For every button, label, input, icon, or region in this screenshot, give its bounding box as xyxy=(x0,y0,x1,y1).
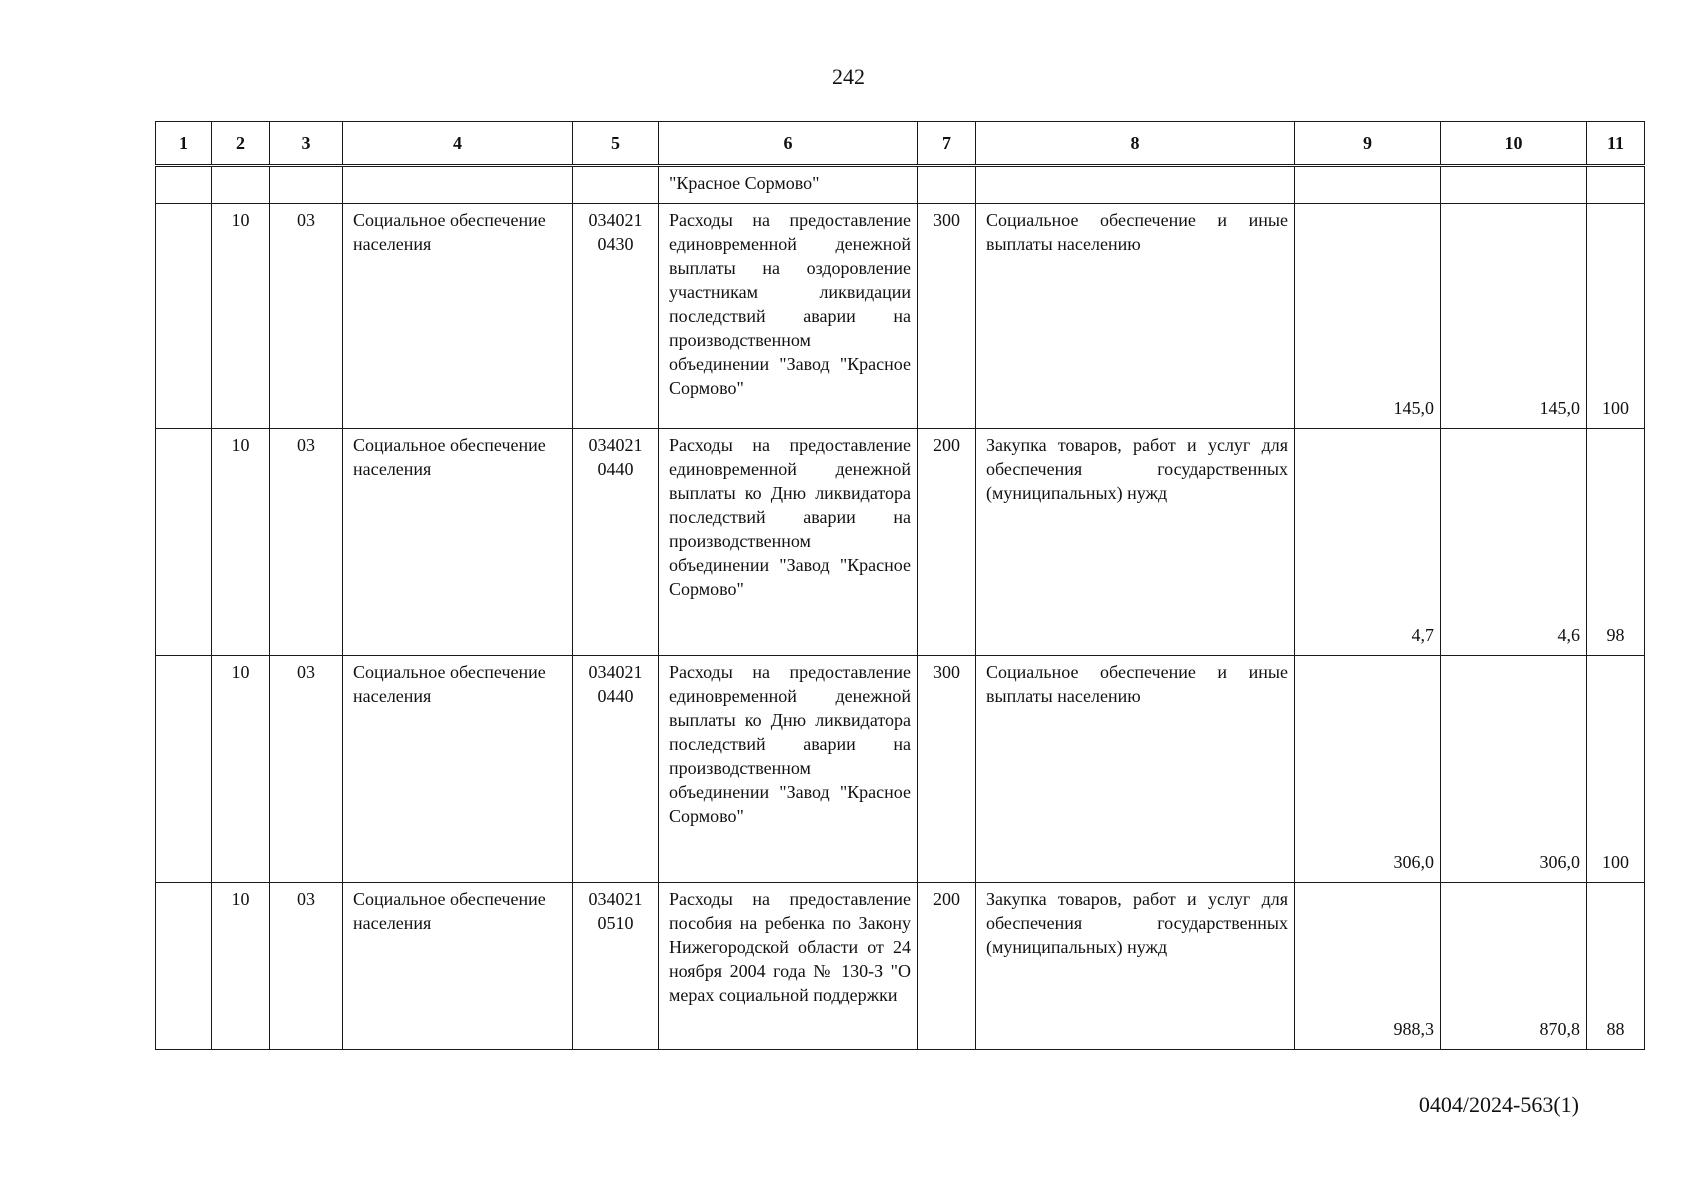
column-header-3: 3 xyxy=(270,122,343,166)
page-number: 242 xyxy=(832,64,865,89)
document-code: 0404/2024-563(1) xyxy=(1418,1092,1579,1117)
column-header-6: 6 xyxy=(659,122,918,166)
expense-description: Расходы на предоставление единовременной денежной выплаты ко Дню ликвидатора последствий аварии на производственном объединении "Завод "Красное Сормово" xyxy=(659,429,918,656)
column-header-10: 10 xyxy=(1441,122,1587,166)
column-header-1: 1 xyxy=(156,122,212,166)
table-row xyxy=(156,656,1645,883)
expense-type-name: Закупка товаров, работ и услуг для обеспечения государственных (муниципальных) нужд xyxy=(976,883,1295,1050)
column-header-5: 5 xyxy=(573,122,659,166)
target-article-code: 034021 0440 xyxy=(573,429,659,656)
header-row xyxy=(156,122,1645,166)
planned-amount: 4,7 xyxy=(1295,429,1441,656)
section-name: Социальное обеспечение населения xyxy=(343,429,573,656)
column-header-4: 4 xyxy=(343,122,573,166)
subsection-code: 03 xyxy=(270,656,343,883)
section-code: 10 xyxy=(212,204,270,429)
planned-amount: 145,0 xyxy=(1295,204,1441,429)
planned-amount: 306,0 xyxy=(1295,656,1441,883)
continuation-text: "Красное Сормово" xyxy=(659,166,918,204)
budget-table xyxy=(155,121,1645,1050)
expense-description: Расходы на предоставление пособия на ребенка по Закону Нижегородской области от 24 ноября 2004 года № 130-З "О мерах социальной поддержки xyxy=(659,883,918,1050)
expense-description: Расходы на предоставление единовременной денежной выплаты на оздоровление участникам ликвидации последствий аварии на производственном объединении "Завод "Красное Сормово" xyxy=(659,204,918,429)
column-header-8: 8 xyxy=(976,122,1295,166)
actual-amount: 145,0 xyxy=(1441,204,1587,429)
subsection-code: 03 xyxy=(270,429,343,656)
cell-col1 xyxy=(156,429,212,656)
expense-type-name: Социальное обеспечение и иные выплаты населению xyxy=(976,204,1295,429)
section-code: 10 xyxy=(212,429,270,656)
section-name: Социальное обеспечение населения xyxy=(343,656,573,883)
expense-type-name: Закупка товаров, работ и услуг для обеспечения государственных (муниципальных) нужд xyxy=(976,429,1295,656)
column-header-2: 2 xyxy=(212,122,270,166)
actual-amount: 870,8 xyxy=(1441,883,1587,1050)
target-article-code: 034021 0510 xyxy=(573,883,659,1050)
actual-amount: 4,6 xyxy=(1441,429,1587,656)
expense-type-code: 200 xyxy=(918,429,976,656)
expense-type-code: 200 xyxy=(918,883,976,1050)
column-header-9: 9 xyxy=(1295,122,1441,166)
cell-col1 xyxy=(156,656,212,883)
subsection-code: 03 xyxy=(270,204,343,429)
execution-percent: 100 xyxy=(1587,204,1645,429)
target-article-code: 034021 0430 xyxy=(573,204,659,429)
execution-percent: 98 xyxy=(1587,429,1645,656)
table-row xyxy=(156,429,1645,656)
actual-amount: 306,0 xyxy=(1441,656,1587,883)
expense-type-code: 300 xyxy=(918,656,976,883)
column-header-11: 11 xyxy=(1587,122,1645,166)
target-article-code: 034021 0440 xyxy=(573,656,659,883)
column-header-7: 7 xyxy=(918,122,976,166)
cell-col1 xyxy=(156,883,212,1050)
execution-percent: 100 xyxy=(1587,656,1645,883)
subsection-code: 03 xyxy=(270,883,343,1050)
table-header xyxy=(156,122,1645,166)
expense-type-name: Социальное обеспечение и иные выплаты населению xyxy=(976,656,1295,883)
section-code: 10 xyxy=(212,883,270,1050)
section-name: Социальное обеспечение населения xyxy=(343,204,573,429)
table-row xyxy=(156,204,1645,429)
expense-description: Расходы на предоставление единовременной денежной выплаты ко Дню ликвидатора последствий аварии на производственном объединении "Завод "Красное Сормово" xyxy=(659,656,918,883)
continuation-row xyxy=(156,166,1645,204)
section-code: 10 xyxy=(212,656,270,883)
section-name: Социальное обеспечение населения xyxy=(343,883,573,1050)
cell-col1 xyxy=(156,204,212,429)
planned-amount: 988,3 xyxy=(1295,883,1441,1050)
table-row xyxy=(156,883,1645,1050)
execution-percent: 88 xyxy=(1587,883,1645,1050)
expense-type-code: 300 xyxy=(918,204,976,429)
